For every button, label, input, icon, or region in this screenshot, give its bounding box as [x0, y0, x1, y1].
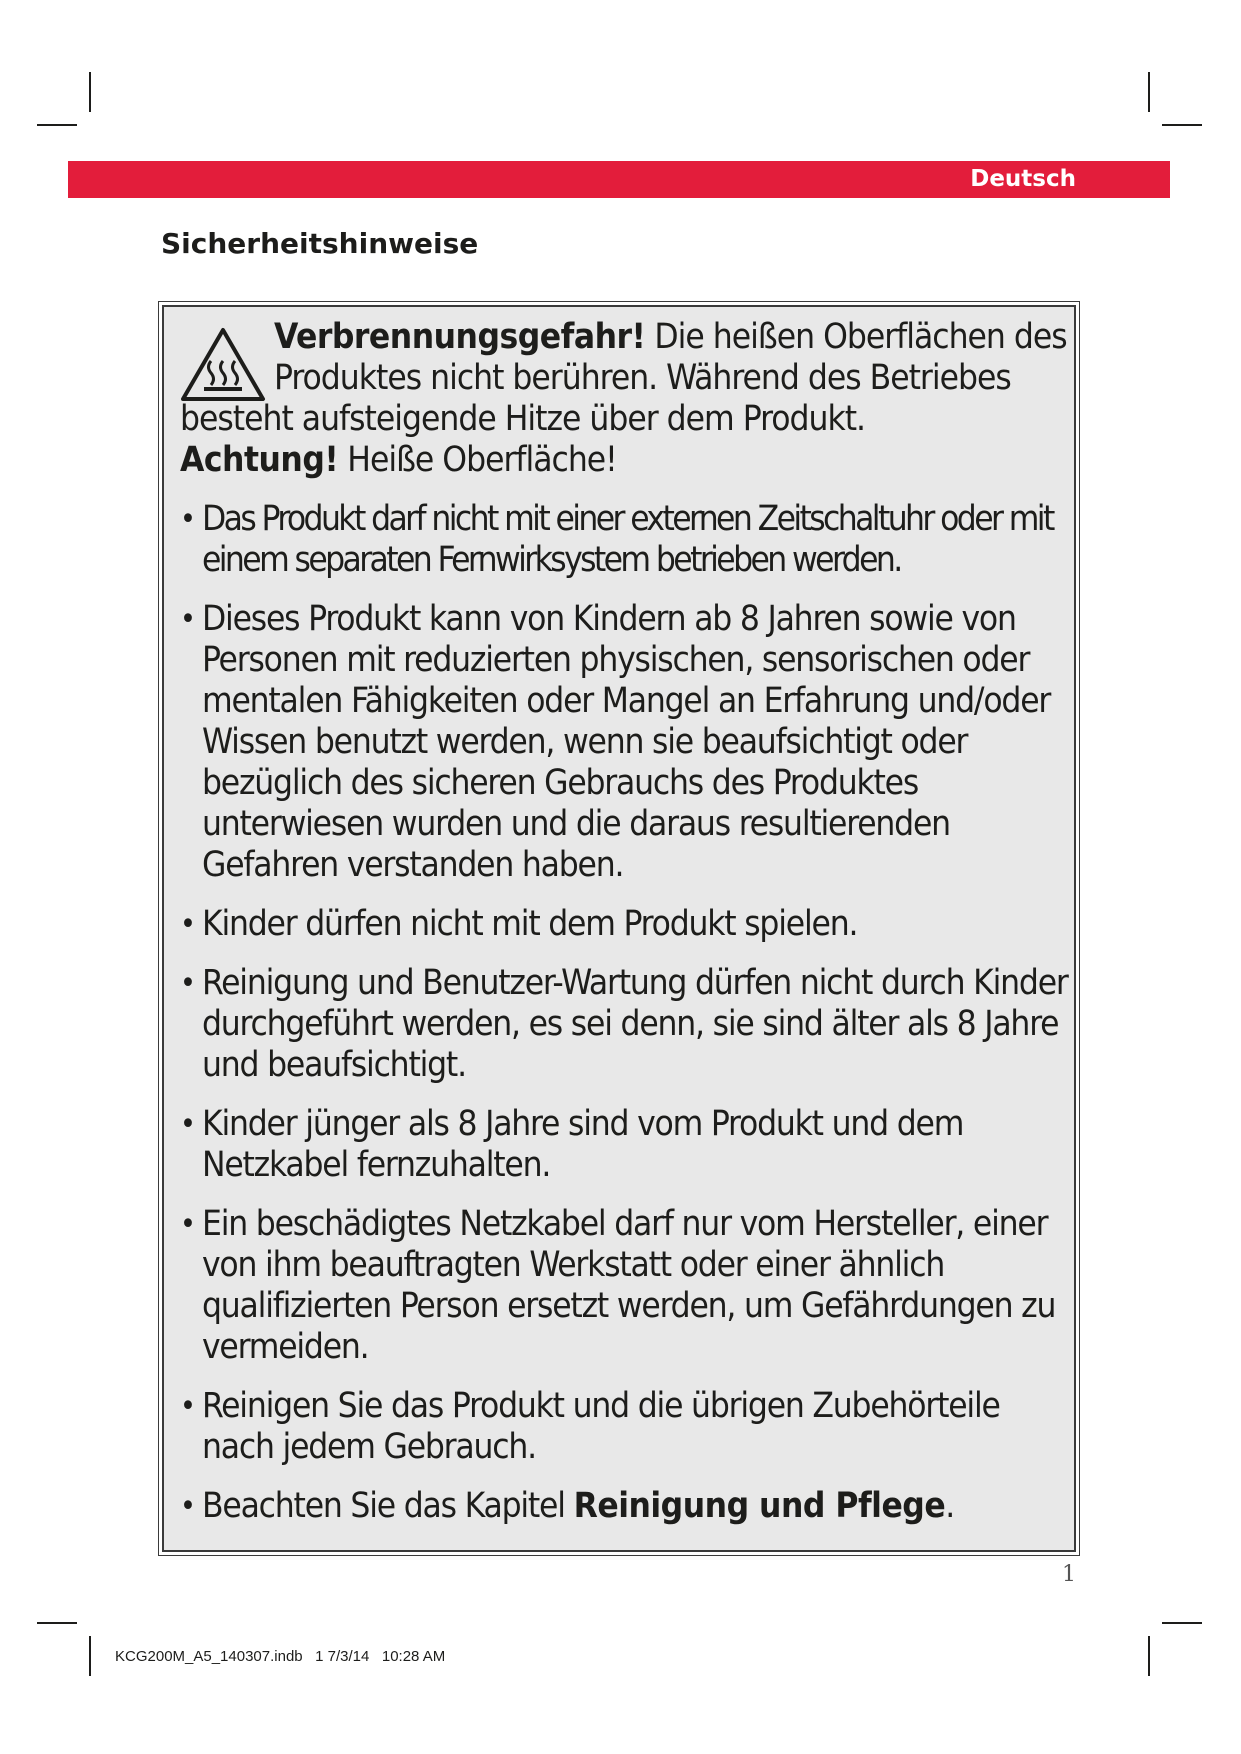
crop-mark-bottom-right-vertical: [1148, 1636, 1150, 1676]
list-item-text: Das Produkt darf nicht mit einer externen Zeitschaltuhr oder mit einem separaten Fernwirksystem betrieben werden.: [202, 499, 1053, 580]
safety-warning-box: [162, 305, 1076, 1552]
print-slug-footer: KCG200M_A5_140307.indb 1 7/3/14 10:28 AM: [115, 1648, 446, 1665]
list-item: [180, 1204, 1070, 1368]
list-item: [180, 904, 1070, 945]
list-item: [180, 499, 1070, 581]
list-item-text: Kinder dürfen nicht mit dem Produkt spielen.: [202, 904, 858, 944]
list-item-suffix: .: [945, 1486, 955, 1526]
language-header-bar: [68, 161, 1170, 198]
crop-mark-top-left-vertical: [89, 72, 91, 112]
burn-hazard-heading: Verbrennungsgefahr!: [274, 317, 646, 357]
list-item: [180, 1104, 1070, 1186]
chapter-reference: Reinigung und Pflege: [573, 1486, 946, 1526]
crop-mark-bottom-left-vertical: [89, 1636, 91, 1676]
bullet-symbol: •: [180, 602, 195, 637]
bullet-symbol: •: [180, 1489, 195, 1524]
bullet-symbol: •: [180, 1107, 195, 1142]
language-label: Deutsch: [970, 166, 1076, 192]
crop-mark-top-right-horizontal: [1162, 124, 1202, 126]
list-item: [180, 963, 1070, 1086]
page-number: 1: [1062, 1562, 1076, 1587]
crop-mark-top-left-horizontal: [37, 124, 77, 126]
crop-mark-bottom-left-horizontal: [37, 1622, 77, 1624]
page-title: Sicherheitshinweise: [161, 227, 479, 260]
list-item-cleaning-reference: [180, 1486, 1070, 1527]
attention-label: Achtung!: [180, 440, 339, 480]
list-item-text: Reinigung und Benutzer-Wartung dürfen nicht durch Kinder durchgeführt werden, es sei denn, sie sind älter als 8 Jahre und beaufsichtigt.: [202, 963, 1068, 1085]
bullet-symbol: •: [180, 966, 195, 1001]
safety-warning-content: [180, 317, 1066, 1542]
list-item-text: Reinigen Sie das Produkt und die übrigen Zubehörteile nach jedem Gebrauch.: [202, 1386, 1000, 1467]
bullet-symbol: •: [180, 907, 195, 942]
list-item-text: Beachten Sie das Kapitel: [202, 1486, 574, 1526]
list-item: [180, 599, 1070, 886]
bullet-symbol: •: [180, 1389, 195, 1424]
safety-instructions-list: [180, 499, 1066, 1527]
list-item-text: Kinder jünger als 8 Jahre sind vom Produkt und dem Netzkabel fernzuhalten.: [202, 1104, 964, 1185]
list-item-text: Dieses Produkt kann von Kindern ab 8 Jahren sowie von Personen mit reduzierten physischen, sensorischen oder mentalen Fähigkeiten oder Mangel an Erfahrung und/oder Wissen benutzt werden, wenn sie beaufsichtigt oder bezüglich des sicheren Gebrauchs des Produktes unterwiesen wurden und die daraus resultierenden Gefahren verstanden haben.: [202, 599, 1051, 885]
hot-surface-warning-icon: [180, 327, 266, 403]
burn-hazard-warning: [180, 317, 1070, 481]
list-item-text: Ein beschädigtes Netzkabel darf nur vom Hersteller, einer von ihm beauftragten Werkstatt oder einer ähnlich qualifizierten Person ersetzt werden, um Gefährdungen zu vermeiden.: [202, 1204, 1056, 1367]
bullet-symbol: •: [180, 502, 194, 537]
attention-text: Heiße Oberfläche!: [338, 440, 617, 480]
burn-hazard-text: Die heißen Oberflächen des Produktes nicht berühren. Während des Betriebes besteht aufsteigende Hitze über dem Produkt.: [180, 317, 1067, 439]
crop-mark-top-right-vertical: [1148, 72, 1150, 112]
list-item: [180, 1386, 1070, 1468]
crop-mark-bottom-right-horizontal: [1162, 1622, 1202, 1624]
bullet-symbol: •: [180, 1207, 195, 1242]
